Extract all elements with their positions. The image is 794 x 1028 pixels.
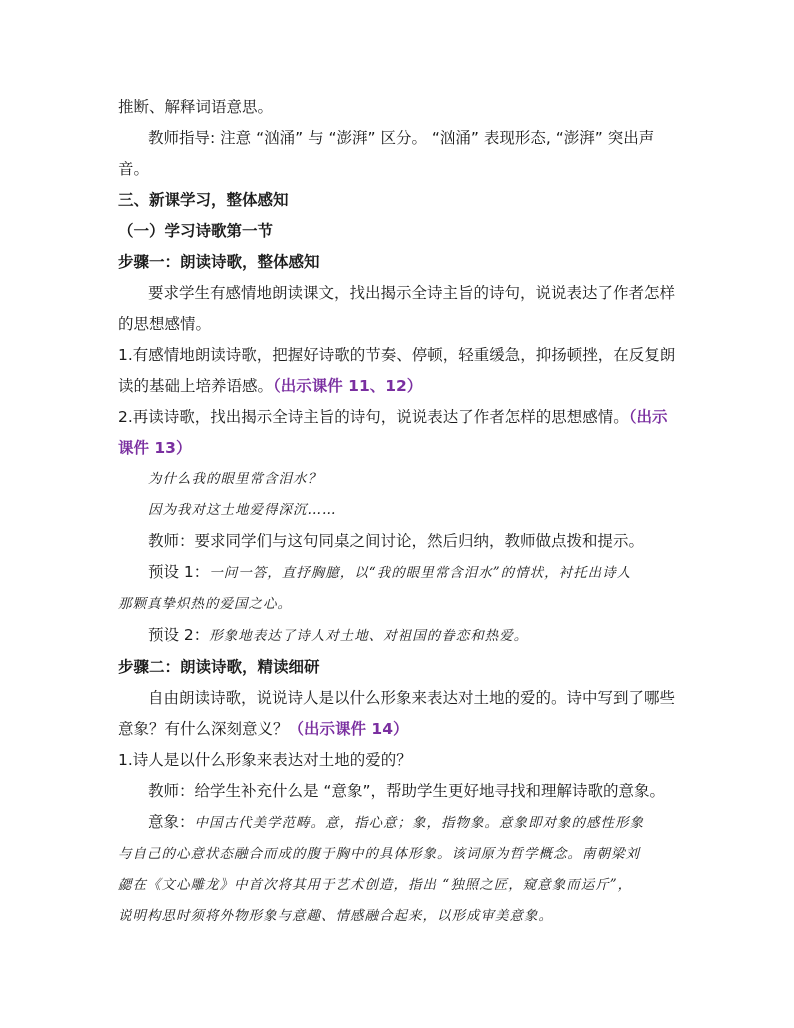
preset-text: 形象地表达了诗人对土地、对祖国的眷恋和热爱。 xyxy=(209,628,529,644)
list-item-continuation xyxy=(118,371,678,402)
document-body xyxy=(118,92,678,932)
definition-text: 中国古代美学范畴。意，指心意；象，指物象。意象即对象的感性形象 xyxy=(194,815,645,831)
preset-line xyxy=(118,620,678,652)
list-item: 1.有感情地朗读诗歌，把握好诗歌的节奏、停顿，轻重缓急，抑扬顿挫，在反复朗 xyxy=(118,346,676,364)
paragraph-line: 推断、解释词语意思。 xyxy=(118,98,274,116)
preset-label: 预设 2： xyxy=(148,626,210,644)
courseware-reference: 课件 13） xyxy=(118,439,192,457)
poem-quote-line: 为什么我的眼里常含泪水？ xyxy=(148,471,322,487)
definition-continuation: 与自己的心意状态融合而成的腹于胸中的具体形象。该词原为哲学概念。南朝梁刘 xyxy=(118,846,640,862)
definition-continuation: 勰在《文心雕龙》中首次将其用于艺术创造，指出 “独照之匠，窥意象而运斤”， xyxy=(118,877,633,893)
step-heading: 步骤二：朗读诗歌，精读细研 xyxy=(118,658,320,676)
list-item-continuation xyxy=(118,433,678,464)
list-item-text: 读的基础上培养语感。 xyxy=(118,377,274,395)
preset-line xyxy=(118,557,678,589)
list-item xyxy=(118,402,678,433)
paragraph-line: 音。 xyxy=(118,160,150,178)
paragraph-text: 意象？有什么深刻意义？ xyxy=(118,720,289,738)
paragraph-line: 的思想感情。 xyxy=(118,315,212,333)
preset-continuation: 那颗真挚炽热的爱国之心。 xyxy=(118,596,292,612)
paragraph-line xyxy=(118,714,678,745)
courseware-reference: （出示课件 14） xyxy=(288,720,409,738)
teacher-guidance-line: 教师指导: 注意 “汹涌” 与 “澎湃” 区分。 “汹涌” 表现形态, “澎湃” 突出声 xyxy=(148,129,655,147)
list-item: 1.诗人是以什么形象来表达对土地的爱的？ xyxy=(118,751,412,769)
preset-label: 预设 1： xyxy=(148,563,210,581)
definition-line xyxy=(118,807,678,839)
definition-label: 意象： xyxy=(148,813,195,831)
paragraph-line: 自由朗读诗歌，说说诗人是以什么形象来表达对土地的爱的。诗中写到了哪些 xyxy=(148,689,676,707)
poem-quote-line: 因为我对这土地爱得深沉…… xyxy=(148,502,337,518)
courseware-reference: （出示课件 11、12） xyxy=(273,377,423,395)
definition-continuation: 说明构思时须将外物形象与意趣、情感融合起来，以形成审美意象。 xyxy=(118,908,553,924)
step-heading: 步骤一：朗读诗歌，整体感知 xyxy=(118,253,320,271)
paragraph-line: 要求学生有感情地朗读课文，找出揭示全诗主旨的诗句，说说表达了作者怎样 xyxy=(148,284,676,302)
teacher-line: 教师：要求同学们与这句同桌之间讨论，然后归纳，教师做点拨和提示。 xyxy=(148,532,645,550)
teacher-line: 教师：给学生补充什么是 “意象”，帮助学生更好地寻找和理解诗歌的意象。 xyxy=(148,782,665,800)
preset-text: 一问一答，直抒胸臆，以“我的眼里常含泪水”的情状，衬托出诗人 xyxy=(209,565,632,581)
courseware-reference: （出示 xyxy=(628,408,668,426)
section-heading: 三、新课学习，整体感知 xyxy=(118,191,289,209)
list-item-text: 2.再读诗歌，找出揭示全诗主旨的诗句，说说表达了作者怎样的思想感情。 xyxy=(118,408,629,426)
subsection-heading: （一）学习诗歌第一节 xyxy=(118,222,274,240)
